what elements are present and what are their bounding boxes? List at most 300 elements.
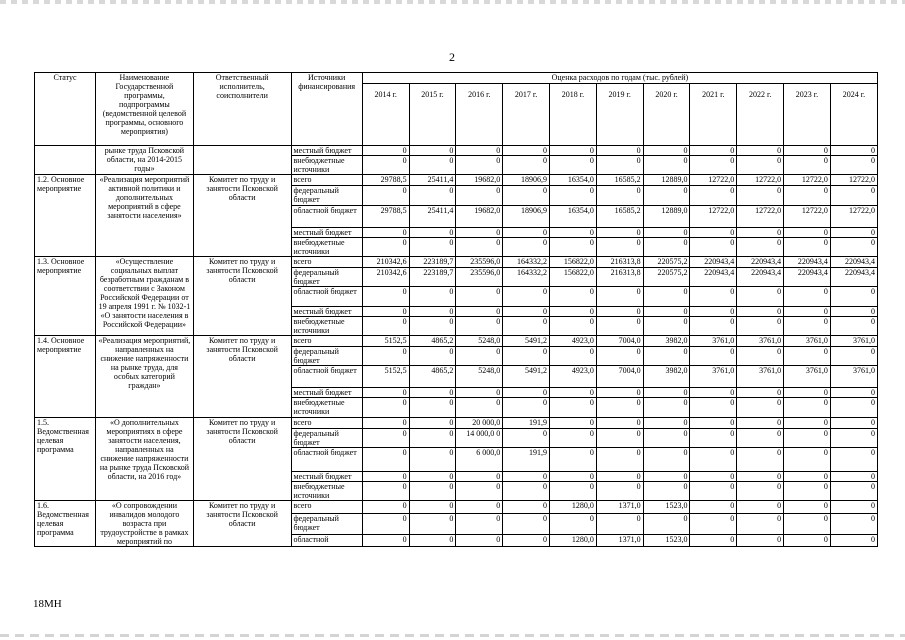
row-amount: 0 [409,317,456,336]
row-funding-source: федеральный бюджет [291,186,362,206]
row-amount: 12889,0 [643,206,690,228]
row-amount: 164332,2 [503,257,550,268]
row-amount: 0 [643,156,690,175]
row-amount: 0 [784,398,831,418]
row-amount: 210342,6 [362,268,409,287]
header-year: 2020 г. [643,84,690,146]
row-amount: 7004,0 [596,366,643,388]
row-amount: 0 [737,472,784,482]
row-amount: 0 [409,307,456,317]
row-amount: 220943,4 [830,257,877,268]
section-first-row [35,501,878,514]
row-executor: Комитет по труду и занятости Псковской области [193,501,291,547]
row-amount: 0 [690,418,737,429]
row-amount: 0 [643,307,690,317]
row-funding-source: всего [291,418,362,429]
row-amount: 156822,0 [550,268,597,287]
row-amount: 0 [596,347,643,366]
header-year: 2014 г. [362,84,409,146]
row-amount: 0 [690,535,737,547]
row-amount: 0 [737,146,784,156]
row-amount: 0 [456,156,503,175]
row-amount: 0 [409,238,456,257]
row-program-name: «Реализация мероприятий, направленных на снижение напряженности на рынке труда, для особых категорий граждан» [96,336,194,418]
row-amount: 0 [550,347,597,366]
row-amount: 3761,0 [784,336,831,347]
row-amount: 0 [737,513,784,535]
row-amount: 0 [362,388,409,398]
scan-edge-bottom [0,634,905,637]
section-first-row [35,336,878,347]
row-amount: 0 [784,238,831,257]
row-amount: 0 [456,146,503,156]
row-amount: 0 [550,398,597,418]
row-amount: 0 [784,482,831,501]
row-amount: 1523,0 [643,535,690,547]
row-amount: 3761,0 [830,336,877,347]
row-amount: 0 [737,228,784,238]
row-amount: 3761,0 [737,366,784,388]
section-first-row [35,257,878,268]
row-amount: 0 [690,501,737,514]
row-amount: 0 [784,146,831,156]
row-funding-source: всего [291,257,362,268]
row-amount: 0 [362,317,409,336]
row-amount: 0 [362,418,409,429]
row-amount: 18906,9 [503,206,550,228]
row-amount: 0 [643,347,690,366]
row-amount: 0 [362,398,409,418]
row-funding-source: всего [291,175,362,186]
header-year: 2015 г. [409,84,456,146]
row-amount: 0 [643,472,690,482]
row-amount: 0 [503,146,550,156]
row-amount: 0 [409,388,456,398]
row-amount: 4923,0 [550,336,597,347]
row-amount: 220575,2 [643,257,690,268]
row-amount: 0 [737,347,784,366]
row-amount: 12722,0 [737,175,784,186]
row-amount: 0 [690,228,737,238]
row-amount: 0 [550,418,597,429]
row-executor: Комитет по труду и занятости Псковской области [193,336,291,418]
row-amount: 0 [362,146,409,156]
row-amount: 0 [830,156,877,175]
row-amount: 0 [550,317,597,336]
row-amount: 3982,0 [643,336,690,347]
row-amount: 0 [830,186,877,206]
row-amount: 191,9 [503,448,550,472]
row-amount: 0 [456,307,503,317]
row-amount: 0 [784,228,831,238]
row-amount: 0 [362,347,409,366]
row-amount: 0 [596,186,643,206]
scan-edge-top [0,0,905,4]
row-amount: 0 [690,429,737,448]
row-amount: 0 [830,535,877,547]
row-amount: 25411,4 [409,206,456,228]
row-executor: Комитет по труду и занятости Псковской области [193,418,291,501]
row-funding-source: всего [291,336,362,347]
row-funding-source: областной бюджет [291,448,362,472]
row-amount: 29788,5 [362,175,409,186]
row-amount: 220943,4 [690,268,737,287]
header-year: 2023 г. [784,84,831,146]
row-amount: 0 [550,472,597,482]
row-amount: 3982,0 [643,366,690,388]
row-amount: 0 [456,535,503,547]
row-amount: 7004,0 [596,336,643,347]
row-amount: 0 [596,398,643,418]
row-amount: 0 [362,228,409,238]
row-amount: 0 [784,347,831,366]
section-first-row [35,418,878,429]
row-amount: 1371,0 [596,501,643,514]
row-amount: 0 [830,472,877,482]
row-amount: 0 [830,307,877,317]
row-amount: 0 [503,482,550,501]
row-amount: 0 [503,347,550,366]
row-amount: 0 [503,535,550,547]
row-amount: 0 [643,146,690,156]
row-funding-source: федеральный бюджет [291,513,362,535]
row-amount: 220943,4 [737,268,784,287]
row-amount: 210342,6 [362,257,409,268]
row-amount: 0 [456,186,503,206]
row-amount: 220943,4 [784,257,831,268]
row-amount: 12722,0 [784,175,831,186]
row-amount: 156822,0 [550,257,597,268]
row-amount: 0 [362,448,409,472]
row-amount: 0 [362,287,409,307]
row-amount: 29788,5 [362,206,409,228]
row-amount: 0 [409,482,456,501]
row-amount: 0 [830,448,877,472]
row-amount: 12722,0 [830,206,877,228]
row-amount: 3761,0 [737,336,784,347]
row-amount: 0 [596,156,643,175]
row-amount: 12722,0 [690,175,737,186]
row-amount: 0 [830,287,877,307]
row-amount: 0 [503,398,550,418]
budget-table [34,72,878,547]
row-amount: 0 [503,186,550,206]
row-amount: 216313,8 [596,268,643,287]
row-amount: 1523,0 [643,501,690,514]
row-funding-source: внебюджетные источники [291,156,362,175]
row-funding-source: местный бюджет [291,228,362,238]
header-estimate: Оценка расходов по годам (тыс. рублей) [362,73,877,84]
row-amount: 0 [456,287,503,307]
row-amount: 0 [737,398,784,418]
row-amount: 0 [409,472,456,482]
row-amount: 0 [690,472,737,482]
row-amount: 0 [596,317,643,336]
row-amount: 0 [737,429,784,448]
row-amount: 16585,2 [596,175,643,186]
row-funding-source: внебюджетные источники [291,238,362,257]
table-body [35,146,878,547]
row-amount: 0 [503,388,550,398]
row-amount: 18906,9 [503,175,550,186]
row-amount: 0 [362,307,409,317]
row-amount: 0 [690,388,737,398]
row-amount: 0 [737,317,784,336]
row-amount: 4865,2 [409,366,456,388]
row-amount: 20 000,0 [456,418,503,429]
row-amount: 0 [596,146,643,156]
row-amount: 0 [550,307,597,317]
row-amount: 0 [503,472,550,482]
row-amount: 0 [409,429,456,448]
row-amount: 0 [362,501,409,514]
row-amount: 0 [409,186,456,206]
row-funding-source: областной [291,535,362,547]
row-amount: 0 [784,448,831,472]
row-amount: 220943,4 [737,257,784,268]
row-amount: 0 [550,186,597,206]
row-amount: 0 [830,501,877,514]
row-amount: 0 [643,317,690,336]
row-amount: 0 [690,287,737,307]
row-amount: 0 [456,398,503,418]
row-program-name: рынке труда Псковской области, на 2014-2015 годы» [96,146,194,175]
row-amount: 0 [784,317,831,336]
row-amount: 0 [690,156,737,175]
row-amount: 0 [830,146,877,156]
row-amount: 0 [456,347,503,366]
section-first-row [35,175,878,186]
header-year: 2022 г. [737,84,784,146]
row-amount: 0 [690,307,737,317]
row-amount: 12722,0 [737,206,784,228]
row-amount: 12722,0 [784,206,831,228]
row-amount: 12722,0 [690,206,737,228]
row-funding-source: федеральный бюджет [291,347,362,366]
row-amount: 3761,0 [784,366,831,388]
row-amount: 0 [784,472,831,482]
row-amount: 0 [409,513,456,535]
row-program-name: «О сопровождении инвалидов молодого возраста при трудоустройстве в рамках мероприятий по [96,501,194,547]
row-amount: 0 [690,186,737,206]
row-amount: 0 [409,535,456,547]
row-amount: 12722,0 [830,175,877,186]
header-sources: Источники финансирования [291,73,362,146]
row-amount: 0 [596,513,643,535]
row-amount: 0 [784,388,831,398]
row-funding-source: местный бюджет [291,307,362,317]
row-amount: 0 [830,388,877,398]
footer-code: 18МН [33,598,62,610]
row-amount: 191,9 [503,418,550,429]
header-year: 2024 г. [830,84,877,146]
row-amount: 223189,7 [409,268,456,287]
row-amount: 0 [690,317,737,336]
row-amount: 0 [737,307,784,317]
row-amount: 5491,2 [503,366,550,388]
row-amount: 0 [550,448,597,472]
row-amount: 0 [409,156,456,175]
row-amount: 0 [737,156,784,175]
row-amount: 0 [737,388,784,398]
row-amount: 0 [596,429,643,448]
header-name: Наименование Государственной программы, подпрограммы (ведомственной целевой программы, основного мероприятия) [96,73,194,146]
row-amount: 5491,2 [503,336,550,347]
row-amount: 220575,2 [643,268,690,287]
row-amount: 4865,2 [409,336,456,347]
row-amount: 0 [737,482,784,501]
row-amount: 16354,0 [550,175,597,186]
row-amount: 0 [784,501,831,514]
row-amount: 16354,0 [550,206,597,228]
row-amount: 0 [596,228,643,238]
row-amount: 0 [737,287,784,307]
row-amount: 0 [690,398,737,418]
row-amount: 0 [409,146,456,156]
row-amount: 0 [784,287,831,307]
row-amount: 0 [550,513,597,535]
row-amount: 235596,0 [456,257,503,268]
row-executor [193,146,291,175]
row-amount: 0 [643,482,690,501]
row-funding-source: областной бюджет [291,287,362,307]
row-amount: 0 [643,429,690,448]
row-amount: 223189,7 [409,257,456,268]
row-amount: 19682,0 [456,175,503,186]
row-funding-source: всего [291,501,362,514]
row-amount: 0 [456,472,503,482]
row-amount: 0 [596,238,643,257]
row-program-name: «О дополнительных мероприятиях в сфере занятости населения, направленных на снижение напряженности на рынке труда Псковской области, на 2016 год» [96,418,194,501]
row-amount: 216313,8 [596,257,643,268]
row-amount: 0 [643,228,690,238]
header-executor: Ответственный исполнитель, соисполнители [193,73,291,146]
row-amount: 1371,0 [596,535,643,547]
row-amount: 0 [409,501,456,514]
row-amount: 0 [550,238,597,257]
row-amount: 12889,0 [643,175,690,186]
row-amount: 0 [596,287,643,307]
row-amount: 0 [830,482,877,501]
row-amount: 0 [596,472,643,482]
row-funding-source: федеральный бюджет [291,429,362,448]
row-amount: 1280,0 [550,535,597,547]
row-status: 1.4. Основное мероприятие [35,336,96,418]
row-amount: 16585,2 [596,206,643,228]
row-amount: 0 [643,448,690,472]
header-year: 2016 г. [456,84,503,146]
row-amount: 1280,0 [550,501,597,514]
row-status: 1.5. Ведомственная целевая программа [35,418,96,501]
row-amount: 0 [784,429,831,448]
header-year: 2019 г. [596,84,643,146]
row-amount: 0 [737,238,784,257]
row-amount: 0 [643,513,690,535]
row-amount: 5152,5 [362,366,409,388]
row-amount: 0 [830,429,877,448]
row-amount: 0 [503,238,550,257]
row-amount: 5152,5 [362,336,409,347]
row-funding-source: областной бюджет [291,366,362,388]
row-amount: 0 [643,388,690,398]
row-amount: 0 [830,513,877,535]
row-amount: 0 [456,501,503,514]
row-status: 1.3. Основное мероприятие [35,257,96,336]
row-amount: 0 [690,513,737,535]
row-amount: 0 [362,429,409,448]
row-funding-source: местный бюджет [291,146,362,156]
row-amount: 0 [643,398,690,418]
row-amount: 0 [784,418,831,429]
row-amount: 0 [596,418,643,429]
row-executor: Комитет по труду и занятости Псковской области [193,175,291,257]
row-amount: 5248,0 [456,366,503,388]
row-amount: 0 [830,347,877,366]
row-amount: 0 [596,448,643,472]
row-amount: 220943,4 [784,268,831,287]
row-amount: 0 [456,238,503,257]
section-first-row [35,146,878,156]
row-amount: 0 [830,228,877,238]
row-amount: 0 [690,448,737,472]
row-amount: 0 [362,186,409,206]
row-amount: 0 [503,501,550,514]
row-amount: 0 [503,317,550,336]
row-amount: 0 [830,317,877,336]
row-program-name: «Реализация мероприятий активной политики и дополнительных мероприятий в сфере занятости населения» [96,175,194,257]
row-amount: 19682,0 [456,206,503,228]
header-year: 2018 г. [550,84,597,146]
row-amount: 3761,0 [830,366,877,388]
row-amount: 164332,2 [503,268,550,287]
row-amount: 0 [830,418,877,429]
row-amount: 0 [643,418,690,429]
row-amount: 0 [409,418,456,429]
table-header [35,73,878,146]
row-amount: 0 [784,156,831,175]
row-amount: 220943,4 [830,268,877,287]
row-amount: 25411,4 [409,175,456,186]
row-amount: 0 [362,482,409,501]
row-amount: 0 [503,287,550,307]
row-amount: 0 [596,482,643,501]
row-amount: 0 [550,482,597,501]
row-amount: 0 [643,238,690,257]
row-amount: 0 [456,317,503,336]
row-amount: 0 [830,398,877,418]
header-status: Статус [35,73,96,146]
row-amount: 0 [456,513,503,535]
row-amount: 0 [550,388,597,398]
page-number: 2 [449,50,455,64]
row-executor: Комитет по труду и занятости Псковской области [193,257,291,336]
row-amount: 0 [830,238,877,257]
row-amount: 220943,4 [690,257,737,268]
row-amount: 0 [690,482,737,501]
row-funding-source: местный бюджет [291,388,362,398]
row-status: 1.2. Основное мероприятие [35,175,96,257]
row-amount: 0 [409,287,456,307]
row-amount: 0 [456,228,503,238]
row-amount: 14 000,0 0 [456,429,503,448]
row-funding-source: федеральный бюджет [291,268,362,287]
row-amount: 0 [550,156,597,175]
row-amount: 0 [503,156,550,175]
row-amount: 0 [596,307,643,317]
row-amount: 0 [456,482,503,501]
row-amount: 0 [643,186,690,206]
row-amount: 0 [362,238,409,257]
